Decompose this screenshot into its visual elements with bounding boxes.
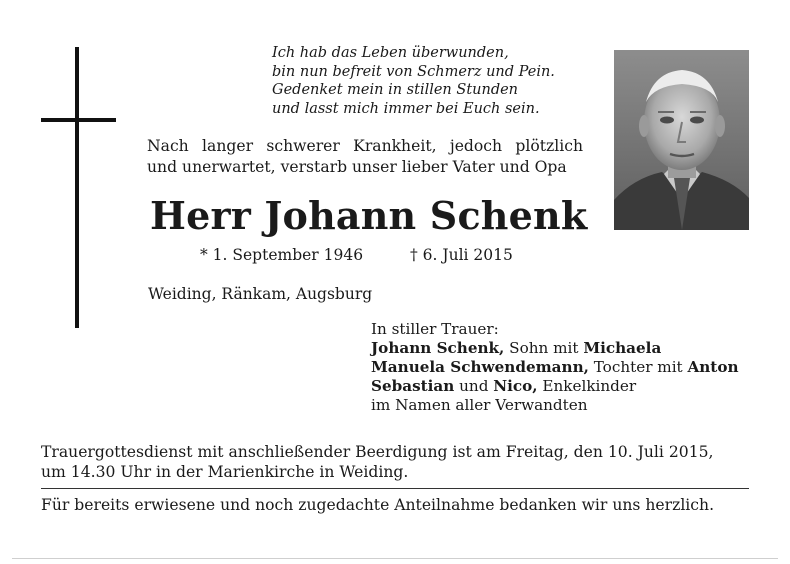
deceased-name: Herr Johann Schenk <box>150 193 588 238</box>
thanks-text: Für bereits erwiesene und noch zugedachte Anteilnahme bedanken wir uns herzlich. <box>41 496 715 514</box>
mourner-name: Manuela Schwendemann, <box>371 358 589 376</box>
death-date: † 6. Juli 2015 <box>410 246 513 264</box>
verse-line: Ich hab das Leben überwunden, <box>272 45 509 61</box>
mourners-line: im Namen aller Verwandten <box>371 396 588 414</box>
intro-text <box>147 136 583 177</box>
funeral-service-info <box>41 442 714 482</box>
mourner-relation: und <box>454 377 494 395</box>
mourners-line <box>371 358 739 377</box>
mourner-relation: Enkelkinder <box>537 377 637 395</box>
portrait-image <box>614 50 749 230</box>
mourner-relation: Tochter mit <box>588 358 688 376</box>
intro-line: und unerwartet, verstarb unser lieber Vater und Opa <box>147 157 567 176</box>
mourners-heading: In stiller Trauer: <box>371 320 499 338</box>
divider-line <box>41 488 749 489</box>
life-dates <box>200 246 513 264</box>
cross-icon-bar <box>41 118 116 122</box>
verse-line: und lasst mich immer bei Euch sein. <box>272 100 540 117</box>
mourner-name: Nico, <box>493 377 538 395</box>
places-of-residence: Weiding, Ränkam, Augsburg <box>148 285 373 303</box>
mourner-name: Anton <box>687 358 739 376</box>
service-line: Trauergottesdienst mit anschließender Beerdigung ist am Freitag, den 10. Juli 2015, <box>41 443 714 461</box>
verse-line: bin nun befreit von Schmerz und Pein. <box>272 63 555 80</box>
intro-line: Nach langer schwerer Krankheit, jedoch plötzlich <box>147 137 583 155</box>
mourner-relation: Sohn mit <box>504 339 584 357</box>
mourner-name: Sebastian <box>371 377 455 395</box>
portrait-photo <box>614 50 749 230</box>
mourner-name: Michaela <box>583 339 662 357</box>
mourners-line <box>371 377 739 396</box>
service-line: um 14.30 Uhr in der Marienkirche in Weiding. <box>41 463 409 481</box>
birth-date: * 1. September 1946 <box>200 246 364 264</box>
memorial-verse <box>272 44 555 118</box>
mourner-name: Johann Schenk, <box>371 339 505 357</box>
cross-icon <box>75 47 79 328</box>
mourners-line <box>371 339 739 358</box>
verse-line: Gedenket mein in stillen Stunden <box>272 82 519 98</box>
mourners-block <box>371 320 739 415</box>
